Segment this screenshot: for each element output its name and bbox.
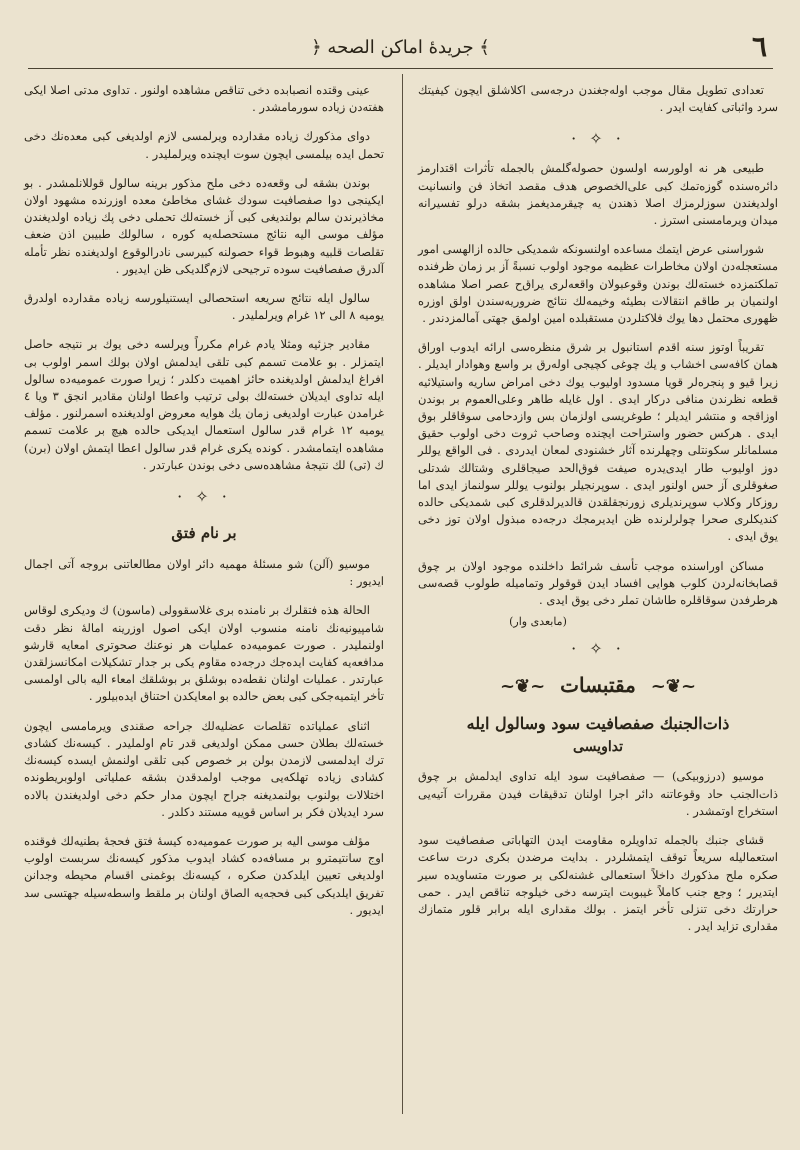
paragraph: شوراسنی عرض ایتمك مساعده اولنسونكه شمدیكی حالده ازالهسی امور مستعجله‌دن اولان مخاطرات عظیمه موجود اولوب نسبةً آز بر زمان ظرفنده تملكتمزده خسته‌لك بوندن وقوعبولان واقعه‌لری یراق‌ح عصر اصلا مشاهده اولنمیان بر طاقم انتقالات بطیئه وخیمه‌لك نتائج ضروریه‌سندن اولق اوزره ظهوری محتمل دها یوك فلاكتلردن مستقبلده امین اولمق جهتی آمالمزدندر . [418, 242, 778, 326]
paragraph: موسیو (آلن) شو مسئلهٔ مهمیه دائر اولان مطالعاتنی بروجه آتی اجمال ایدیور : [24, 557, 384, 589]
article-title: ذات‌الجنبك صفصافیت سود وسالول ایله [466, 714, 730, 734]
paragraph: تقریباً اوتوز سنه اقدم استانبول بر شرق منظره‌سی ارائه ایدوب اوراق همان كافه‌سی اخشاب و یك چوغی كچیجی اوله‌رق بر واسع وهوادار ایدیلر . زیرا قیو و پنجره‌لر قویا مسدود اولیوب یوك دخی امراض ساریه واستیلائیه قطعه نظرندن منافی دركار ایدی . اول غایله طاهر وعلی‌العموم بر بوندن اوزاقجه و منتشر ایدیلر ؛ طوغریسی اولزمان بس وازدحامی سوقاقلر بوق ایدی . هركس حضور واستراحت ایچنده وصاحب ثروت دخی اولوب حقیق مسلمانلر سكونتلی وچهلرنده آثار خشنودی لمعان ایدردی . فی الواقع یوللر دوز اولیوب طار ایدی‌یدره صیفت فوق‌الحد صیجاقلری وشتالك شدتلی صغوقلری آز حس اولنور ایدی . سوپرنجیلر بولنوب یوللر سولنماز ایدی اما روزكار وكلاب سوپرندیلری زورنجقلقدن قالدیرلدقلری كبی شمدیكی حالده كندیكلری صحرا چولرلرنده ظن ایدیرمجك درجه‌ده مبذول اولان توز دخی یوق ایدی . [418, 340, 778, 544]
paragraph: مقادیر جزئیه ومثلا یادم غرام مكرراً ویرلسه دخی یوك بر نتیجه حاصل ایتمزلر . بو علامت تسمم كبی تلقی ایدلمش اولان بولك اسمر اولوب بی افراغ ایدلمش اولدیغنده حائز اهمیت دكلدر ؛ زیرا صورت عمومیه‌ده سالول ایله تداوی ایدیلان خسته‌لك بولی ترتیب واعطا اولنان مقادیر انجق ٣ ویا ٤ غرامدن عبارت اولدیغی زمان یك هوایه معروض اولدیغنده اسمرلنور . مؤلف یومیه ١٢ غرام قدر سالول استعمال ایدیكی حالده هیچ بر علامت تسمم مشاهده ایتمامشدر . كونده یكری غرام قدر سالول اعطا ایتمش اولان (برن) ك (تی) لك نتیجهٔ مشاهده‌سی دخی بوندن عبارتدر . [24, 337, 385, 472]
paragraph: طبیعی هر نه اولورسه اولسون حصوله‌گلمش بالجمله تأثرات اقتدارمز دائره‌سنده گوزه‌تمك كبی علی‌الخصوص هدف مقصد اتخاذ فن وانسانیت اولدیغندن سوزلرمزك اصلا ذهندن یه چیقرمدیغمز بشقه درلو تفسیرانه میدان ویرمامسنی استرز . [418, 161, 778, 228]
paragraph: قشای جنبك بالجمله تداویلره مقاومت ایدن التهاباتی صفصافیت سود استعمالیله سریعاً توقف ایتمشلردر . بدایت مرضدن بكری درت ساعت صكره ملح مذكورك داخلاً استعمالی غشنه‌لكی بر صورت متساویده سیر ایتدیرر ؛ وجع جنب كاملاً غیبوبت ایترسه دخی خیلوجه تناقص ایدر . حمی حرارتك دخی تنزلی تأخر ایتمز . بولك مقداری ایله برابر قلور متمازك مقداری تزاید ایدر . [418, 833, 778, 934]
paragraph: موسیو (درزوبیكی) — صفصافیت سود ایله تداوی ایدلمش بر چوق ذات‌الجنب حاد وقوعاتنه دائر اجرا اولنان تدقیقات فیدن مقررات آتیه‌یی استخراج اوتمشدر . [418, 769, 778, 818]
flourish-icon: ~❦~ [499, 676, 546, 698]
paragraph: بوندن بشقه لی وقعه‌ده دخی ملح مذكور برینه سالول قوللانلمشدر . بو ایكینجی دوا صفصافیت سودك غشای مخاطئ معده اوزرنده مشهود اولان مخاذیرندن سالم بولندیغی كبی آز خسته‌لك تحملی دخی پك زیاده اولدیغندن مؤلف موسی الیه نتائج مستحصله‌یه كوره ، سالولك طبیبن اذن ضعف تقلصات قلبیه وهبوط قواء حصولنه كبیرسی نادرالوقوع اولدیغنده نظر تأمله آلدرق صفصافیت سوده ترجیحی لازم‌گلدیكی ظن ایدیور . [24, 175, 384, 276]
flourish-icon: ~❦~ [650, 676, 697, 698]
page-header [28, 30, 773, 69]
left-column [24, 82, 384, 1122]
paragraph: الحالة هذه فتقلرك بر نامنده بری غلاسقوولی (ماسون) ك ودیكری لوقاس شامپیونیه‌نك نامنه منسوب اولان ایكی اصول اوزرینه امالهٔ نظر دقت اولنملیدر . صورت عمومیه‌ده عملیات هر نوعنك صحوتری امعایه قارشو مدافعه‌یه كفایت ایده‌جك درجه‌ده مقاوم یكی بر جدار تشكیلات امكانسزلقدن عبارتدر . عملیات اولنان نقطه‌ده بوشلق بر بوشلقك امعاء الیه بالی اولمسی تأخر ایتمیه‌جكی كبی بعض حالده بو امعایكدن احتناق ایده‌بیلور . [24, 603, 384, 704]
right-column [418, 82, 778, 1122]
page-number: ٦ [751, 30, 767, 63]
running-title: ﴿ جريدهٔ اماكن الصحه ﴾ [311, 37, 490, 58]
paragraph: عینی وقتده انصبابده دخی تناقص مشاهده اولنور . تداوی مدتی اصلا ایكی هفته‌دن زیاده سورمامشدر . [24, 83, 384, 115]
banner-title: مقتبسات [560, 673, 636, 698]
article-subtitle: تداویسی [573, 739, 623, 756]
paragraph: مؤلف موسی الیه بر صورت عمومیه‌ده كیسهٔ فتق فحجهٔ بطنیه‌لك فوقنده اوج سانتیمترو بر مسافه‌ده كشاد ایدوب مذكور كیسه‌نك سربست اولوب اولدیغی تعیین ایلدكدن صكره ، كیسه‌نك بوغمنی اقسام محیطه وجدانن تفریق ایلدیكی كبی فحجه‌یه الصاق اولنان بر ملقط واسطه‌سیله جهتسی سد ایدیور . [24, 833, 384, 917]
ornament-divider: · ✧ · [177, 487, 231, 507]
continued-note: (مابعدی وار) [509, 615, 567, 629]
ornament-divider: · ✧ · [571, 639, 625, 659]
section-banner [418, 670, 778, 702]
section-title: بر نام فتق [171, 524, 237, 543]
paragraph: تعدادی تطویل مقال موجب اوله‌جغندن درجه‌سی اكلاشلق ایچون كیفیتك سرد واثباتی كفایت ایدر . [418, 83, 778, 115]
column-divider [402, 74, 403, 1114]
paragraph: مساكن اوراسنده موجب تأسف شرائط داخلنده موجود اولان بر چوق قصابخانه‌لردن كلوب هوایی افساد ایدن قوقولر وتمامیله طولوب قصه‌سی هرطرفدن سوقاقلره طاشان تملر دخی یوق ایدی . [418, 558, 778, 608]
paragraph: سالول ایله نتائج سریعه استحصالی ایستنیلورسه زیاده مقدارده اولدرق یومیه ٨ الی ١٢ غرام ویرلملیدر . [24, 291, 384, 323]
ornament-divider: · ✧ · [571, 129, 625, 149]
paragraph: دوای مذكورك زیاده مقدارده ویرلمسی لازم اولدیغی كبی معده‌نك دخی تحمل ایده بیلمسی ایچون سوت ایچنده ویرلملیدر . [24, 129, 384, 161]
paragraph: اثنای عملیاتده تقلصات عضلیه‌لك جراحه صقندی ویرمامسی ایچون خسته‌لك بطلان حسی ممكن اولدیغی قدر تام اولملیدر . كیسه‌نك كشادی ترك ایدلمسی لازمدن بولن بر خصوص كبی تلقی اولنمش ایسده كیسه‌نك كشادی زیاده تهلكه‌یی موجب اولمدقدن بشقه عملیاتی اولوبریطونده اختلالات بولنوب بولنمدیغنه جراح ایچون مدار حكم دخی اولدیغندن بالاده سرد ایدیلان فكر بر اساس قوییه مستند دكلدر . [24, 718, 384, 819]
